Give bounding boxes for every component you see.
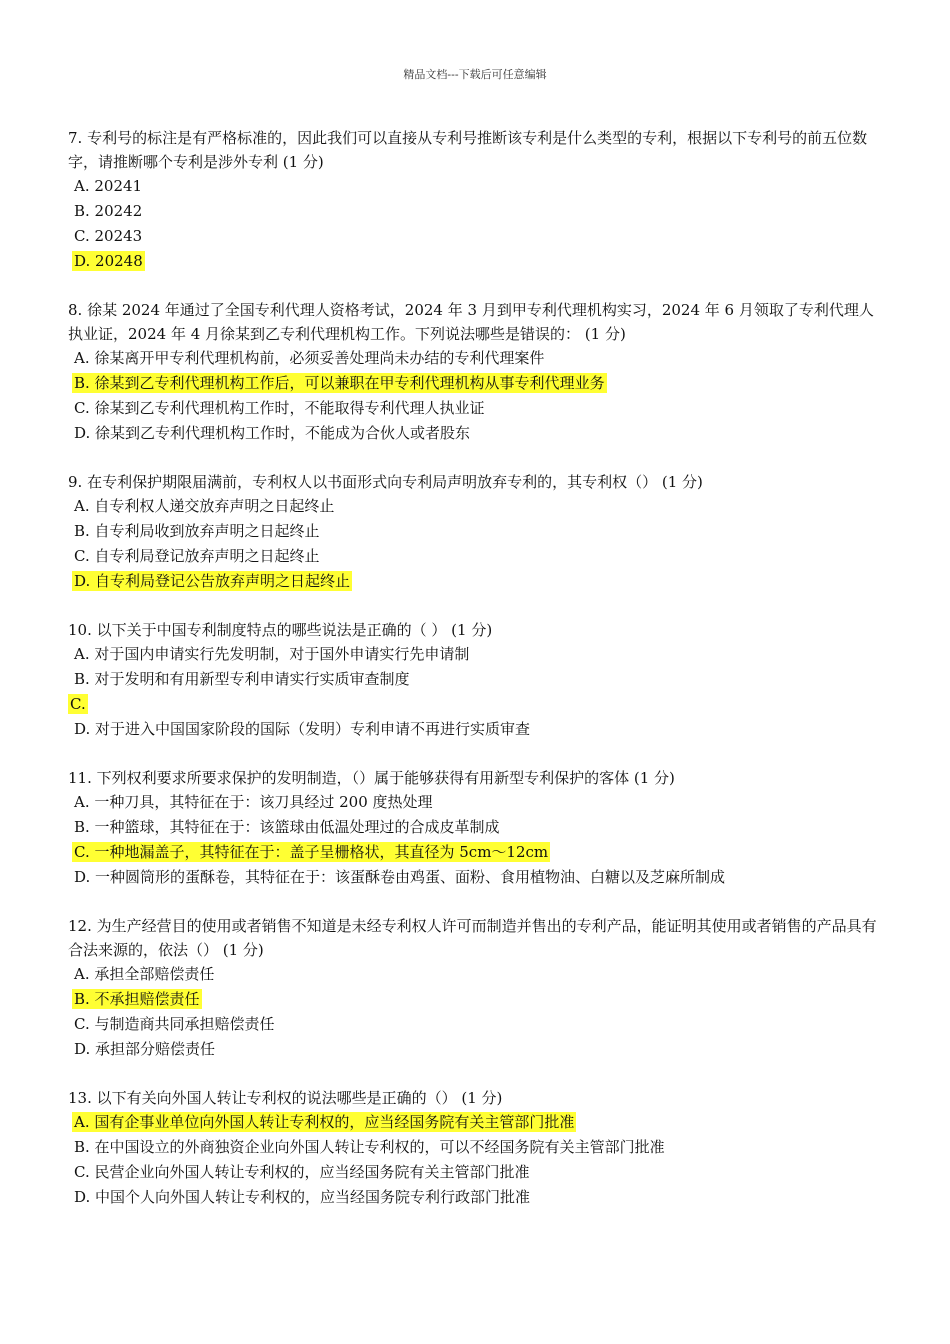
answer-option-text: C. 民营企业向外国人转让专利权的，应当经国务院有关主管部门批准	[74, 1163, 530, 1181]
answer-option	[68, 174, 888, 199]
question-title: 9. 在专利保护期限届满前，专利权人以书面形式向专利局声明放弃专利的，其专利权（） (1 分)	[68, 473, 703, 491]
question-title: 7. 专利号的标注是有严格标准的，因此我们可以直接从专利号推断该专利是什么类型的专利，根据以下专利号的前五位数字，请推断哪个专利是涉外专利 (1 分)	[68, 129, 868, 171]
answer-option	[68, 642, 888, 667]
answer-option-highlighted	[68, 1110, 888, 1135]
answer-option-text: B. 一种篮球，其特征在于：该篮球由低温处理过的合成皮革制成	[74, 818, 500, 836]
answer-option	[68, 717, 888, 742]
answer-option-text: A. 20241	[74, 177, 143, 195]
answer-option	[68, 396, 888, 421]
answer-option-text: C. 自专利局登记放弃声明之日起终止	[74, 547, 320, 565]
question-block	[68, 126, 888, 274]
answer-option	[68, 962, 888, 987]
question-block	[68, 766, 888, 890]
answer-option	[68, 199, 888, 224]
question-block	[68, 470, 888, 594]
answer-option	[68, 865, 888, 890]
question-title: 8. 徐某 2024 年通过了全国专利代理人资格考试，2024 年 3 月到甲专利代理机构实习，2024 年 6 月领取了专利代理人执业证，2024 年 4 月徐某到乙专利代理机构工作。下列说法哪些是错误的： (1 分)	[68, 301, 874, 343]
answer-option	[68, 346, 888, 371]
answer-option-text: B. 对于发明和有用新型专利申请实行实质审查制度	[74, 670, 410, 688]
question-block	[68, 298, 888, 446]
answer-option-text: D. 徐某到乙专利代理机构工作时，不能成为合伙人或者股东	[74, 424, 471, 442]
answer-option	[68, 1135, 888, 1160]
answer-option-text: B. 20242	[74, 202, 143, 220]
answer-option-text: D. 承担部分赔偿责任	[74, 1040, 216, 1058]
answer-option-text: A. 承担全部赔偿责任	[74, 965, 215, 983]
answer-option-text: A. 一种刀具，其特征在于：该刀具经过 200 度热处理	[74, 793, 433, 811]
answer-option-text: B. 徐某到乙专利代理机构工作后，可以兼职在甲专利代理机构从事专利代理业务	[74, 374, 605, 392]
question-title: 13. 以下有关向外国人转让专利权的说法哪些是正确的（） (1 分)	[68, 1089, 503, 1107]
answer-option	[68, 421, 888, 446]
answer-option-text: B. 不承担赔偿责任	[74, 990, 200, 1008]
answer-option-text: C. 与制造商共同承担赔偿责任	[74, 1015, 275, 1033]
answer-option	[68, 224, 888, 249]
answer-option	[68, 1012, 888, 1037]
answer-option-text: D. 20248	[74, 252, 143, 270]
answer-option-highlighted	[68, 987, 888, 1012]
answer-option-text: B. 自专利局收到放弃声明之日起终止	[74, 522, 320, 540]
answer-option-text: D. 中国个人向外国人转让专利权的，应当经国务院专利行政部门批准	[74, 1188, 531, 1206]
answer-option-text: D. 一种圆筒形的蛋酥卷，其特征在于：该蛋酥卷由鸡蛋、面粉、食用植物油、白糖以及芝麻所制成	[74, 868, 726, 886]
answer-option-highlighted	[68, 692, 888, 717]
answer-option	[68, 494, 888, 519]
answer-option-text: D. 自专利局登记公告放弃声明之日起终止	[74, 572, 351, 590]
answer-option-text: C. 徐某到乙专利代理机构工作时，不能取得专利代理人执业证	[74, 399, 485, 417]
answer-option	[68, 815, 888, 840]
question-title: 12. 为生产经营目的使用或者销售不知道是未经专利权人许可而制造并售出的专利产品，能证明其使用或者销售的产品具有合法来源的，依法（） (1 分)	[68, 917, 877, 959]
answer-option-text: A. 自专利权人递交放弃声明之日起终止	[74, 497, 335, 515]
question-title: 11. 下列权利要求所要求保护的发明制造，（）属于能够获得有用新型专利保护的客体 (1 分)	[68, 769, 675, 787]
answer-option-text: A. 对于国内申请实行先发明制，对于国外申请实行先申请制	[74, 645, 470, 663]
answer-option	[68, 519, 888, 544]
answer-option-text: C.	[70, 695, 86, 713]
answer-option-text: C. 一种地漏盖子，其特征在于：盖子呈栅格状，其直径为 5cm～12cm	[74, 843, 549, 861]
answer-option	[68, 790, 888, 815]
answer-option	[68, 1185, 888, 1210]
question-list	[68, 126, 888, 1234]
question-block	[68, 914, 888, 1062]
answer-option	[68, 544, 888, 569]
answer-option-text: D. 对于进入中国国家阶段的国际（发明）专利申请不再进行实质审查	[74, 720, 531, 738]
answer-option-text: A. 徐某离开甲专利代理机构前，必须妥善处理尚未办结的专利代理案件	[74, 349, 545, 367]
page-header: 精品文档---下载后可任意编辑	[403, 68, 547, 81]
answer-option-text: A. 国有企事业单位向外国人转让专利权的，应当经国务院有关主管部门批准	[74, 1113, 575, 1131]
answer-option-text: B. 在中国设立的外商独资企业向外国人转让专利权的，可以不经国务院有关主管部门批准	[74, 1138, 665, 1156]
answer-option-highlighted	[68, 569, 888, 594]
answer-option-highlighted	[68, 371, 888, 396]
answer-option-highlighted	[68, 249, 888, 274]
question-block	[68, 1086, 888, 1210]
answer-option	[68, 1160, 888, 1185]
answer-option	[68, 667, 888, 692]
answer-option-text: C. 20243	[74, 227, 143, 245]
question-block	[68, 618, 888, 742]
answer-option	[68, 1037, 888, 1062]
answer-option-highlighted	[68, 840, 888, 865]
question-title: 10. 以下关于中国专利制度特点的哪些说法是正确的（ ） (1 分)	[68, 621, 493, 639]
